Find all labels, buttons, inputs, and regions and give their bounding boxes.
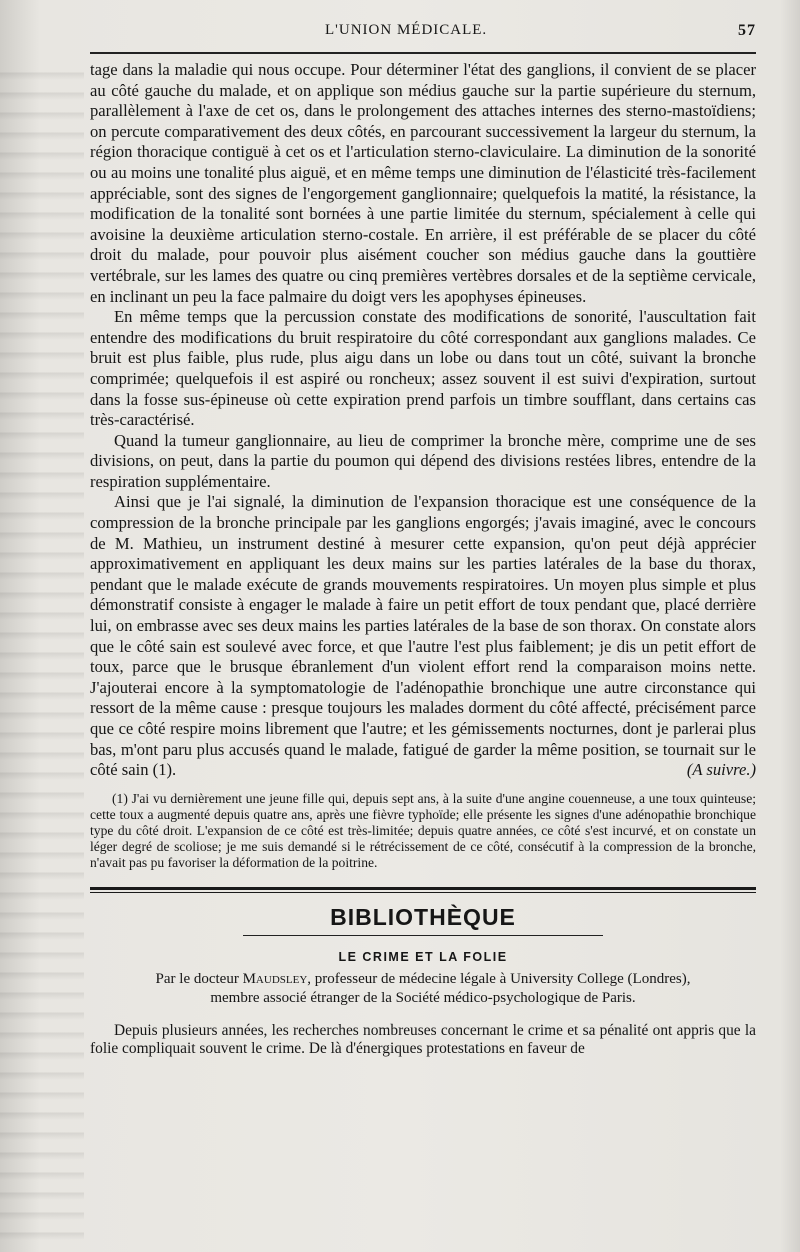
author-prefix: Par le docteur (155, 970, 239, 987)
running-title: L'UNION MÉDICALE. (325, 22, 488, 38)
author-affiliation-2: membre associé étranger de la Société médico-psychologique de Paris. (210, 989, 636, 1006)
running-head (90, 22, 756, 44)
author-credit (90, 970, 756, 1008)
footnotes (90, 791, 756, 871)
paragraph-text: Ainsi que je l'ai signalé, la diminution de l'expansion thoracique est une conséquence de la compression de la bronche principale par les ganglions engorgés; j'avais imaginé, avec le concours de M. Mathieu, un instrument destiné à mesurer cette expansion, qu'on peut déjà apprécier approximativement en appliquant les deux mains sur les parties latérales de la base du thorax, pendant que le malade exécute de grands mouvements respiratoires. Un moyen plus simple et plus démonstratif consiste à engager le malade à faire un petit effort de toux pendant que, placé derrière lui, on embrasse avec ses deux mains les parties latérales de la base de son thorax. On constate alors que le côté sain est soulevé avec force, et que l'autre l'est plus faiblement; je dis un petit effort de toux, parce que le brusque ébranlement d'un violent effort rend la comparaison moins nette. J'ajouterai encore à la symptomatologie de l'adénopathie bronchique une autre circonstance qui ressort de la même cause : presque toujours les malades dorment du côté affecté, précisément parce que ce côté respire moins librement que l'autre; et les gémissements nocturnes, dont je parlerai plus bas, m'ont paru plus accusés quand le malade, fatigué de garder la même position, se tournait sur le côté sain (1). (90, 492, 756, 780)
heading-underline (243, 935, 603, 936)
footnote: (1) J'ai vu dernièrement une jeune fille qui, depuis sept ans, à la suite d'une angine couenneuse, a une toux quinteuse; cette toux a augmenté depuis quatre ans, après une fièvre typhoïde; elle présente les signes d'une adénopathie bronchique type du côté droit. L'expansion de ce côté est très-limitée; depuis quatre années, ce côté s'est incurvé, et on constate un léger degré de scoliose; je me suis demandé si le rétrécissement de ce côté, consécutif à la compression de la bronche, n'avait pas pu favoriser la déformation de la poitrine. (90, 790, 756, 870)
author-name: Maudsley (242, 970, 308, 987)
continued-marker: (A suivre.) (686, 760, 756, 780)
page-number: 57 (738, 22, 756, 39)
paragraph (90, 492, 756, 780)
section-heading: BIBLIOTHÈQUE (330, 903, 516, 930)
section-divider (90, 887, 756, 893)
author-affiliation: , professeur de médecine légale à University College (Londres), (307, 970, 691, 987)
paragraph: Quand la tumeur ganglionnaire, au lieu de comprimer la bronche mère, comprime une de ses divisions, on peut, dans la partie du poumon qui dépend des divisions restées libres, entendre de la respiration supplémentaire. (90, 430, 756, 491)
article-body (90, 60, 756, 781)
book-title: LE CRIME ET LA FOLIE (338, 949, 508, 964)
paragraph: tage dans la maladie qui nous occupe. Pour déterminer l'état des ganglions, il convient de se placer au côté gauche du malade, et on applique son médius gauche sur la partie supérieure du sternum, parallèlement à l'axe de cet os, dans le prolongement des attaches internes des sterno-mastoïdiens; on percute comparativement des deux côtés, en parcourant successivement la largeur du sternum, la région thoracique contiguë à cet os et l'articulation sterno-claviculaire. La diminution de la sonorité ou au moins une tonalité plus aiguë, et en même temps une diminution de l'élasticité très-facilement appréciable, sont des signes de l'engorgement ganglionnaire; quelquefois la matité, la résistance, la modification de la tonalité sont bornées à une partie limitée du sternum, spécialement à celle qui avoisine la deuxième articulation sterno-costale. En arrière, il est préférable de se placer du côté droit du malade, pour pouvoir plus aisément coucher son médius gauche dans la gouttière vertébrale, sur les lames des quatre ou cinq premières vertèbres dorsales et de la septième cervicale, en inclinant un peu la face palmaire du doigt vers les apophyses épineuses. (90, 60, 756, 306)
review-body (90, 1022, 756, 1059)
paragraph: En même temps que la percussion constate des modifications de sonorité, l'auscultation fait entendre des modifications du bruit respiratoire du côté correspondant aux ganglions malades. Ce bruit est plus faible, plus rude, plus aigu dans un lobe ou dans tout un côté, suivant la bronche comprimée; quelquefois il est aspiré ou roncheux; assez souvent il est suivi d'expiration, surtout dans la fosse sus-épineuse où cette expiration prend parfois un timbre soufflant, dans certains cas très-caractérisé. (90, 307, 756, 430)
paragraph: Depuis plusieurs années, les recherches nombreuses concernant le crime et sa pénalité ont appris que la folie compliquait souvent le crime. De là d'énergiques protestations en faveur de (90, 1021, 756, 1058)
header-rule (90, 52, 756, 54)
bleed-through-margin (0, 60, 84, 1240)
